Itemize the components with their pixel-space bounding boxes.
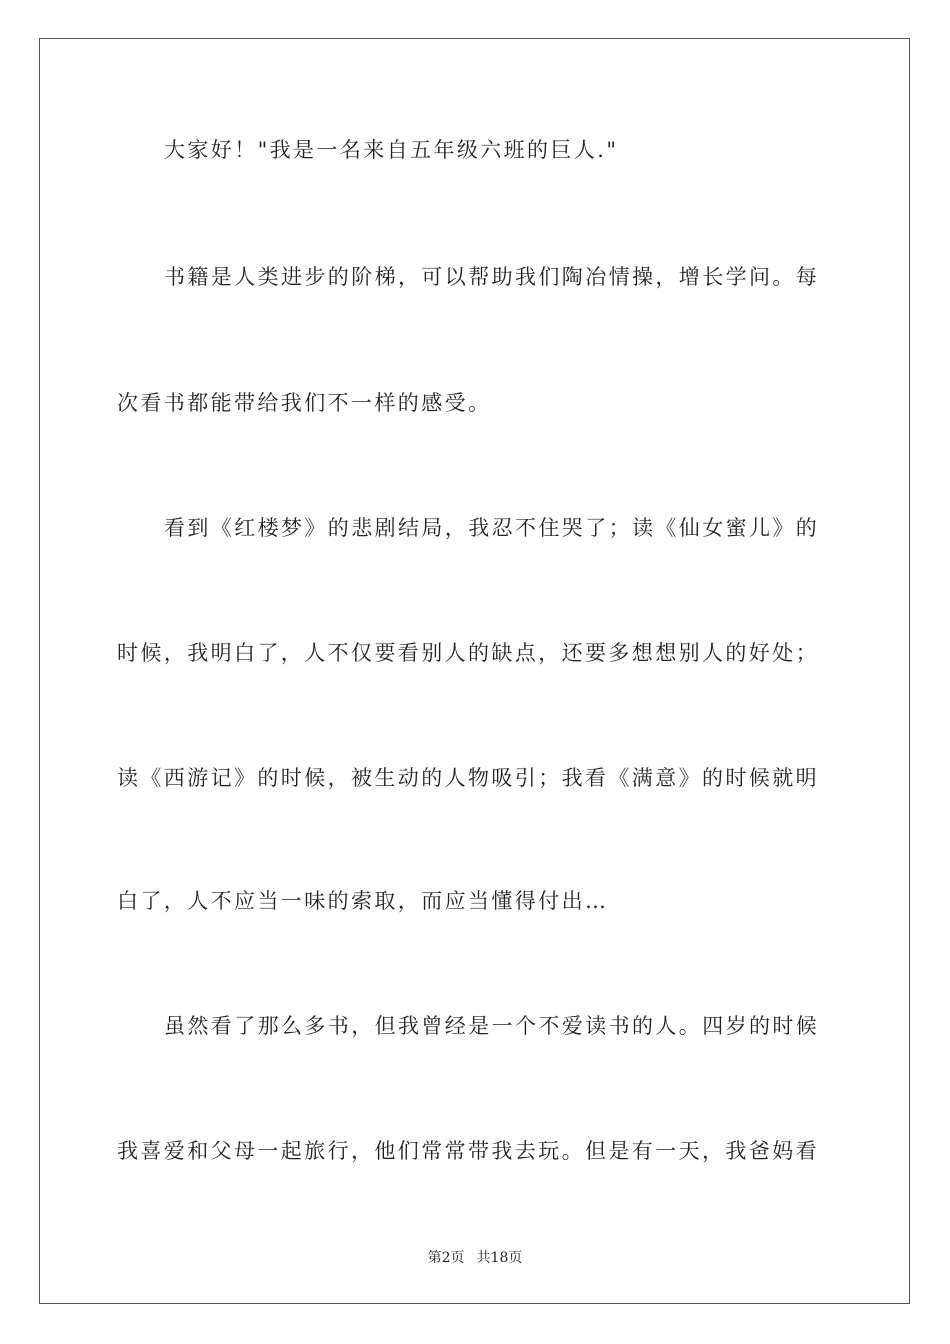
page-frame — [39, 38, 910, 1304]
text-line: 书籍是人类进步的阶梯，可以帮助我们陶冶情操，增长学问。每 — [164, 265, 820, 289]
text-line: 读《西游记》的时候，被生动的人物吸引；我看《满意》的时候就明 — [117, 766, 819, 790]
page-total: 共18页 — [476, 1250, 523, 1266]
text-line: 白了，人不应当一味的索取，而应当懂得付出… — [117, 889, 609, 913]
text-line: 虽然看了那么多书，但我曾经是一个不爱读书的人。四岁的时候 — [164, 1014, 820, 1038]
text-line: 大家好！"我是一名来自五年级六班的巨人." — [164, 138, 619, 162]
page-number: 第2页 — [427, 1250, 465, 1266]
text-line: 次看书都能带给我们不一样的感受。 — [117, 391, 492, 415]
text-line: 我喜爱和父母一起旅行，他们常常带我去玩。但是有一天，我爸妈看 — [117, 1139, 819, 1163]
text-line: 看到《红楼梦》的悲剧结局，我忍不住哭了；读《仙女蜜儿》的 — [164, 516, 820, 540]
page-footer — [0, 1247, 950, 1267]
text-line: 时候，我明白了，人不仅要看别人的缺点，还要多想想别人的好处； — [117, 641, 819, 665]
